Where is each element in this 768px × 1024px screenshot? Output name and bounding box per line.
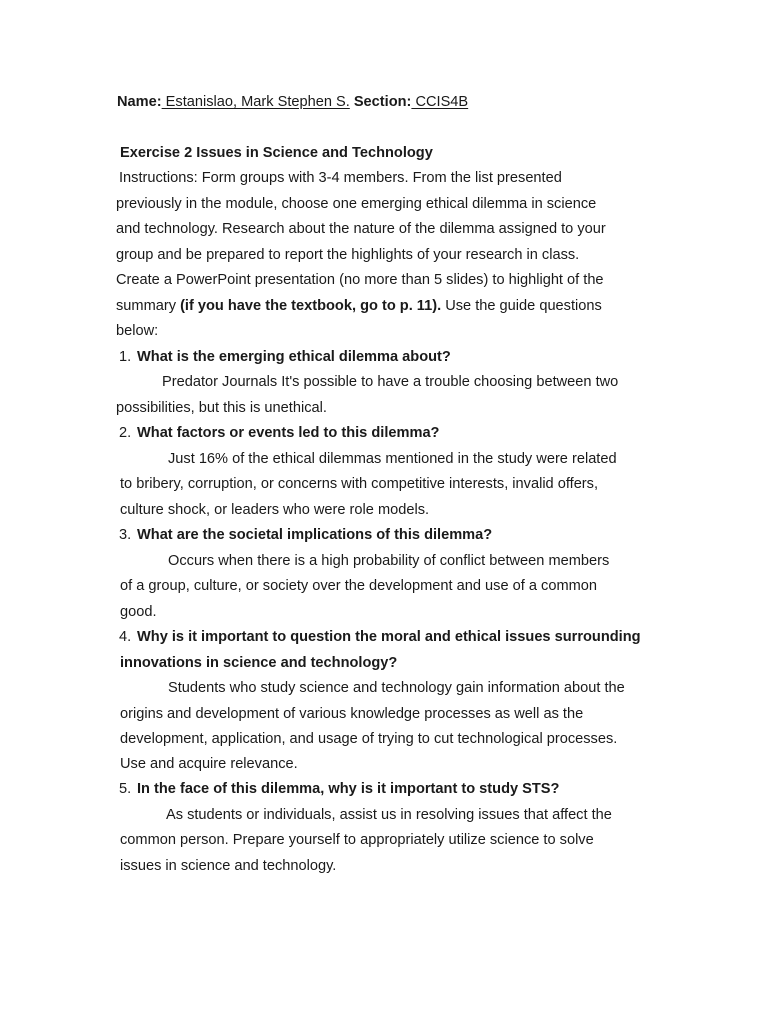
summary-text: summary — [116, 298, 181, 314]
question-text: Why is it important to question the moral and ethical issues surrounding — [137, 629, 641, 645]
answer-line: of a group, culture, or society over the development and use of a common — [120, 578, 597, 594]
question-5 — [119, 779, 559, 799]
name-value: Estanislao, Mark Stephen S. — [161, 94, 350, 110]
header-line — [117, 92, 468, 112]
section-label: Section: — [353, 94, 412, 110]
question-4 — [119, 627, 641, 647]
answer-line: possibilities, but this is unethical. — [116, 400, 327, 416]
question-number: 5. — [119, 781, 132, 797]
question-text: What is the emerging ethical dilemma about? — [137, 349, 451, 365]
instructions-line: previously in the module, choose one emerging ethical dilemma in science — [116, 196, 597, 212]
answer-line: Occurs when there is a high probability of conflict between members — [168, 553, 610, 569]
question-1 — [119, 347, 451, 367]
answer-line: Use and acquire relevance. — [120, 756, 298, 772]
exercise-title: Exercise 2 Issues in Science and Technology — [120, 145, 433, 161]
answer-line: Predator Journals It's possible to have a trouble choosing between two — [162, 374, 619, 390]
name-label: Name: — [117, 94, 162, 110]
question-text: What are the societal implications of this dilemma? — [137, 527, 493, 543]
answer-line: As students or individuals, assist us in resolving issues that affect the — [166, 807, 612, 823]
instructions-line: and technology. Research about the nature of the dilemma assigned to your — [116, 221, 606, 237]
answer-line: common person. Prepare yourself to appropriately utilize science to solve — [120, 832, 594, 848]
answer-line: culture shock, or leaders who were role models. — [120, 502, 430, 518]
question-text: In the face of this dilemma, why is it important to study STS? — [137, 781, 560, 797]
question-number: 1. — [119, 349, 132, 365]
instructions-line: Instructions: Form groups with 3-4 members. From the list presented — [119, 170, 562, 186]
answer-line: Just 16% of the ethical dilemmas mentioned in the study were related — [168, 451, 617, 467]
answer-line: to bribery, corruption, or concerns with competitive interests, invalid offers, — [120, 476, 599, 492]
question-2 — [119, 423, 439, 443]
answer-line: issues in science and technology. — [120, 858, 337, 874]
question-number: 2. — [119, 425, 132, 441]
question-3 — [119, 525, 492, 545]
answer-line: development, application, and usage of trying to cut technological processes. — [120, 731, 618, 747]
question-text-continued: innovations in science and technology? — [120, 655, 398, 671]
instructions-line: below: — [116, 323, 159, 339]
summary-end-text: Use the guide questions — [441, 298, 602, 314]
answer-line: good. — [120, 604, 157, 620]
instructions-line: Create a PowerPoint presentation (no more than 5 slides) to highlight of the — [116, 272, 604, 288]
instructions-summary-line — [116, 296, 602, 316]
question-number: 3. — [119, 527, 132, 543]
question-text: What factors or events led to this dilemma? — [137, 425, 440, 441]
textbook-note: (if you have the textbook, go to p. 11). — [180, 298, 442, 314]
section-value: CCIS4B — [411, 94, 469, 110]
instructions-line: group and be prepared to report the highlights of your research in class. — [116, 247, 580, 263]
question-number: 4. — [119, 629, 132, 645]
answer-line: Students who study science and technology gain information about the — [168, 680, 625, 696]
answer-line: origins and development of various knowledge processes as well as the — [120, 706, 584, 722]
